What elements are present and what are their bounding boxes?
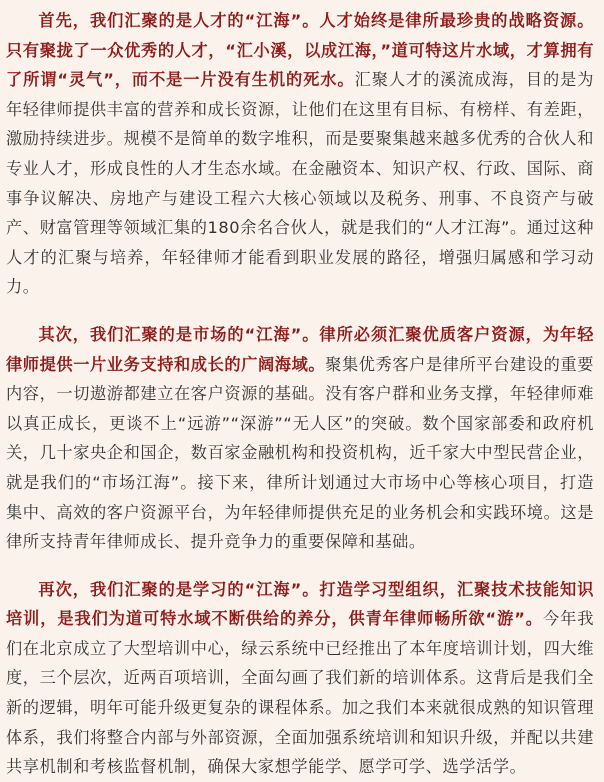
paragraph-talent-lead: 首先，我们汇聚的是人才的“江海”。人才始终是律所最珍贵的战略资源。只有聚拢了一众优秀的人才，“汇小溪，以成江海，”道可特这片水域，才算拥有了所谓“灵气”，而不是一片没有生机的死水。	[6, 11, 594, 90]
paragraph-market	[6, 320, 594, 557]
paragraph-talent-body: 汇聚人才的溪流成海，目的是为年轻律师提供丰富的营养和成长资源，让他们在这里有目标、有榜样、有差距，激励持续进步。规模不是简单的数字堆积，而是要聚集越来越多优秀的合伙人和专业人才，形成良性的人才生态水域。在金融资本、知识产权、行政、国际、商事争议解决、房地产与建设工程六大核心领域以及税务、刑事、不良资产与破产、财富管理等领域汇集的180余名合伙人，就是我们的“人才江海”。通过这种人才的汇聚与培养，年轻律师才能看到职业发展的路径，增强归属感和学习动力。	[6, 70, 594, 297]
paragraph-learning-lead: 再次，我们汇聚的是学习的“江海”。打造学习型组织，汇聚技术技能知识培训，是我们为道可特水域不断供给的养分，供青年律师畅所欲“游”。	[6, 579, 594, 629]
paragraph-talent	[6, 6, 594, 302]
paragraph-learning	[6, 575, 594, 782]
paragraph-market-lead: 其次，我们汇聚的是市场的“江海”。律所必须汇聚优质客户资源，为年轻律师提供一片业务支持和成长的广阔海域。	[6, 324, 594, 374]
paragraph-learning-body: 今年我们在北京成立了大型培训中心，绿云系统中已经推出了本年度培训计划，四大维度，三个层次，近两百项培训，全面勾画了我们新的培训体系。这背后是我们全新的逻辑，明年可能升级更复杂的课程体系。加之我们本来就很成熟的知识管理体系，我们将整合内部与外部资源，全面加强系统培训和知识升级，并配以共建共享机制和考核监督机制，确保大家想学能学、愿学可学、选学活学。	[6, 609, 594, 777]
paragraph-market-body: 聚集优秀客户是律所平台建设的重要内容，一切遨游都建立在客户资源的基础。没有客户群和业务支撑，年轻律师难以真正成长，更谈不上“远游”“深游”“无人区”的突破。数个国家部委和政府机关，几十家央企和国企，数百家金融机构和投资机构，近千家大中型民营企业，就是我们的“市场江海”。接下来，律所计划通过大市场中心等核心项目，打造集中、高效的客户资源平台，为年轻律师提供充足的业务机会和实践环境。这是律所支持青年律师成长、提升竞争力的重要保障和基础。	[6, 354, 594, 552]
